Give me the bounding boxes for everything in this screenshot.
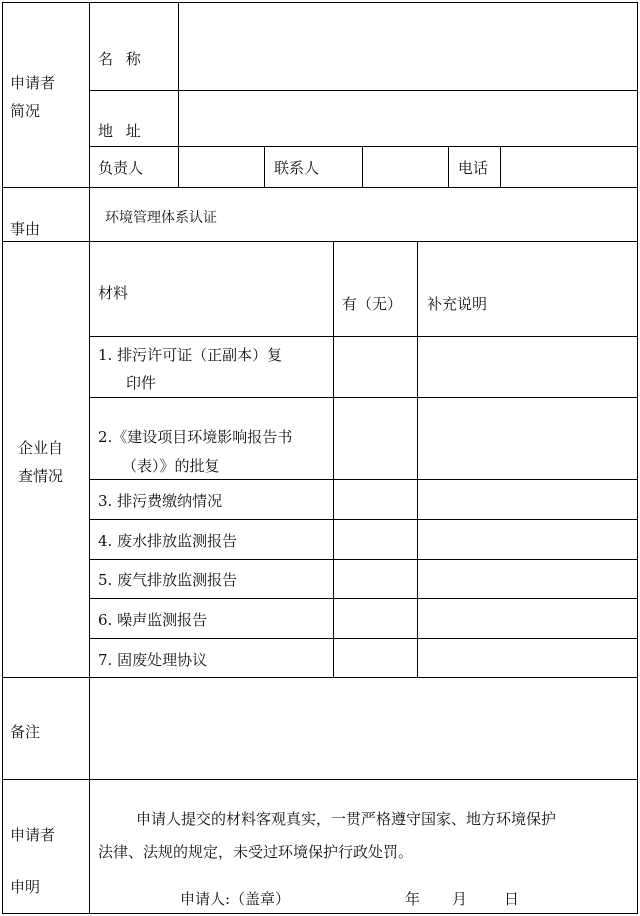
- date-month: 月: [452, 890, 468, 908]
- phone-label: 电话: [458, 159, 489, 177]
- matter-label: 事由: [10, 220, 41, 238]
- selfcheck-row-4-bottom: [89, 559, 637, 560]
- item-7-note-field[interactable]: [419, 640, 636, 676]
- selfcheck-row-3-bottom: [89, 519, 637, 520]
- selfcheck-header-bottom: [89, 336, 637, 337]
- name-row-bottom: [89, 90, 637, 91]
- remarks-label: 备注: [10, 723, 41, 741]
- material-item-4: 4. 废水排放监测报告: [98, 532, 238, 550]
- name-label: 名 称: [98, 50, 145, 68]
- border-right: [637, 2, 638, 914]
- item-3-note-field[interactable]: [419, 481, 636, 518]
- material-item-2-line2: （表）》的批复: [122, 457, 220, 475]
- label-column-divider: [89, 2, 90, 914]
- item-4-has-field[interactable]: [335, 521, 416, 558]
- item-2-has-field[interactable]: [335, 399, 416, 478]
- item-1-has-field[interactable]: [335, 338, 416, 396]
- selfcheck-row-1-bottom: [89, 397, 637, 398]
- item-6-has-field[interactable]: [335, 600, 416, 637]
- item-3-has-field[interactable]: [335, 481, 416, 518]
- remarks-field[interactable]: [91, 679, 636, 778]
- selfcheck-row-2-bottom: [89, 479, 637, 480]
- name-field[interactable]: [180, 4, 636, 89]
- border-bottom: [2, 913, 638, 914]
- item-5-has-field[interactable]: [335, 561, 416, 597]
- contact-divider-1: [264, 146, 265, 188]
- declaration-text-line1: 申请人提交的材料客观真实，一贯严格遵守国家、地方环境保护: [136, 810, 557, 828]
- date-day: 日: [504, 890, 520, 908]
- selfcheck-row-6-bottom: [89, 638, 637, 639]
- applicant-label-line1: 申请者: [10, 74, 56, 92]
- item-2-note-field[interactable]: [419, 399, 636, 478]
- declaration-label-line2: 申明: [10, 878, 41, 896]
- contact-divider-3: [448, 146, 449, 188]
- material-item-2-line1: 2.《建设项目环境影响报告书: [98, 428, 293, 446]
- contact-divider-2: [362, 146, 363, 188]
- declaration-text-line2: 法律、法规的规定，未受过环境保护行政处罚。: [98, 843, 414, 861]
- border-top: [2, 2, 638, 3]
- item-1-note-field[interactable]: [419, 338, 636, 396]
- column-header-material: 材料: [98, 284, 129, 302]
- person-in-charge-field[interactable]: [180, 148, 263, 186]
- material-item-5: 5. 废气排放监测报告: [98, 571, 238, 589]
- matter-value: 环境管理体系认证: [105, 210, 217, 226]
- applicant-label-line2: 简况: [10, 102, 41, 120]
- item-6-note-field[interactable]: [419, 600, 636, 637]
- selfcheck-section-bottom: [2, 677, 638, 678]
- contact-divider-4: [500, 146, 501, 188]
- material-item-7: 7. 固废处理协议: [98, 651, 208, 669]
- material-item-1-line2: 印件: [126, 374, 157, 392]
- phone-field[interactable]: [502, 148, 636, 186]
- item-7-has-field[interactable]: [335, 640, 416, 676]
- address-row-bottom: [89, 146, 637, 147]
- item-4-note-field[interactable]: [419, 521, 636, 558]
- remarks-section-bottom: [2, 779, 638, 780]
- item-5-note-field[interactable]: [419, 561, 636, 597]
- selfcheck-col-divider-2: [417, 241, 418, 678]
- material-item-6: 6. 噪声监测报告: [98, 611, 208, 629]
- name-address-divider: [178, 2, 179, 188]
- contact-field[interactable]: [364, 148, 447, 186]
- column-header-has: 有（无）: [342, 295, 403, 313]
- signer-label: 申请人:（盖章）: [180, 890, 291, 908]
- address-field[interactable]: [180, 92, 636, 145]
- selfcheck-label-line1: 企业自: [18, 439, 64, 457]
- matter-section-bottom: [2, 241, 638, 242]
- declaration-label-line1: 申请者: [10, 826, 56, 844]
- contact-label: 联系人: [274, 159, 320, 177]
- selfcheck-label-line2: 查情况: [18, 467, 64, 485]
- applicant-section-bottom: [2, 187, 638, 188]
- date-year: 年: [405, 890, 421, 908]
- selfcheck-col-divider-1: [333, 241, 334, 678]
- selfcheck-row-5-bottom: [89, 598, 637, 599]
- material-item-1-line1: 1. 排污许可证（正副本）复: [98, 346, 283, 364]
- address-label: 地 址: [98, 122, 145, 140]
- material-item-3: 3. 排污费缴纳情况: [98, 492, 223, 510]
- column-header-note: 补充说明: [427, 295, 488, 313]
- person-in-charge-label: 负责人: [98, 159, 144, 177]
- border-left: [2, 2, 3, 914]
